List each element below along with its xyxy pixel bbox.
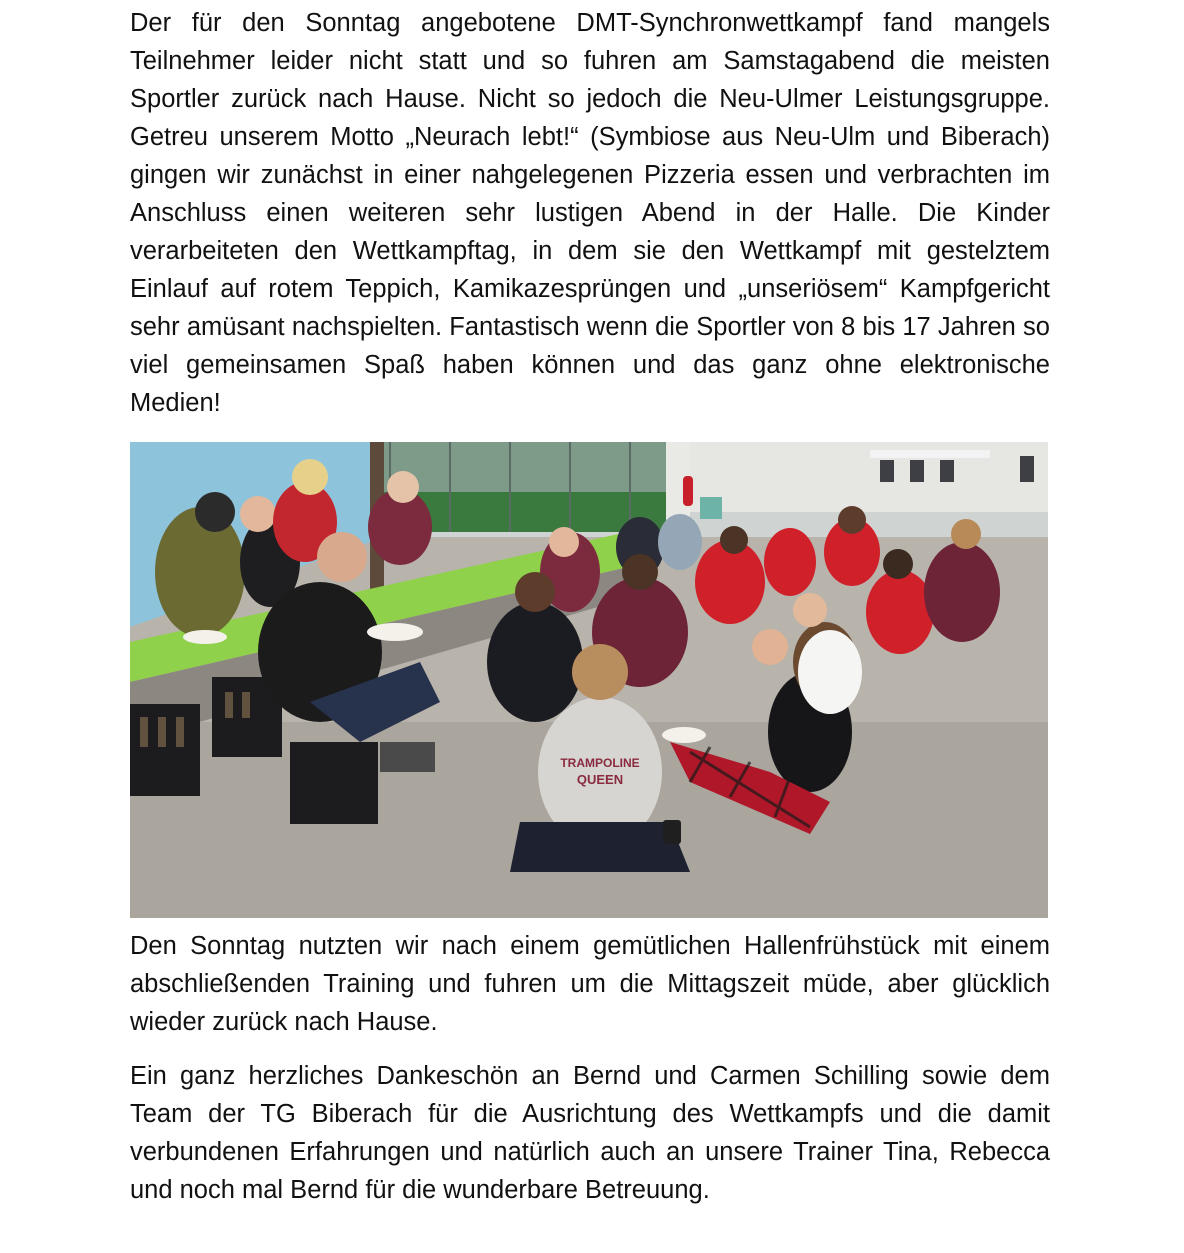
hoodie-text-line1: TRAMPOLINE <box>560 756 640 770</box>
group-photo <box>130 442 1048 918</box>
paragraph-intro: Der für den Sonntag angebotene DMT-Synchronwettkampf fand mangels Teilnehmer leider nicht statt und so fuhren am Samstagabend die meisten Sportler zurück nach Hause. Nicht so jedoch die Neu-Ulmer Leistungsgruppe. Getreu unserem Motto „Neurach lebt!“ (Symbiose aus Neu-Ulm und Biberach) gingen wir zunächst in einer nahgelegenen Pizzeria essen und verbrachten im Anschluss einen weiteren sehr lustigen Abend in der Halle. Die Kinder verarbeiteten den Wettkampftag, in dem sie den Wettkampf mit gestelztem Einlauf auf rotem Teppich, Kamikazesprüngen und „unseriösem“ Kampfgericht sehr amüsant nachspielten. Fantastisch wenn die Sportler von 8 bis 17 Jahren so viel gemeinsamen Spaß haben können und das ganz ohne elektronische Medien! <box>130 9 1050 417</box>
document-page <box>130 4 1050 1209</box>
group-photo-illustration <box>130 442 1048 918</box>
paragraph-sunday: Den Sonntag nutzten wir nach einem gemütlichen Hallenfrühstück mit einem abschließenden Training und fuhren um die Mittagszeit müde, aber glücklich wieder zurück nach Hause. <box>130 932 1050 1036</box>
hoodie-text-line2: QUEEN <box>576 772 624 787</box>
paragraph-thanks: Ein ganz herzliches Dankeschön an Bernd und Carmen Schilling sowie dem Team der TG Biberach für die Ausrichtung des Wettkampfs und die damit verbundenen Erfahrungen und natürlich auch an unsere Trainer Tina, Rebecca und noch mal Bernd für die wunderbare Betreuung. <box>130 1062 1050 1204</box>
